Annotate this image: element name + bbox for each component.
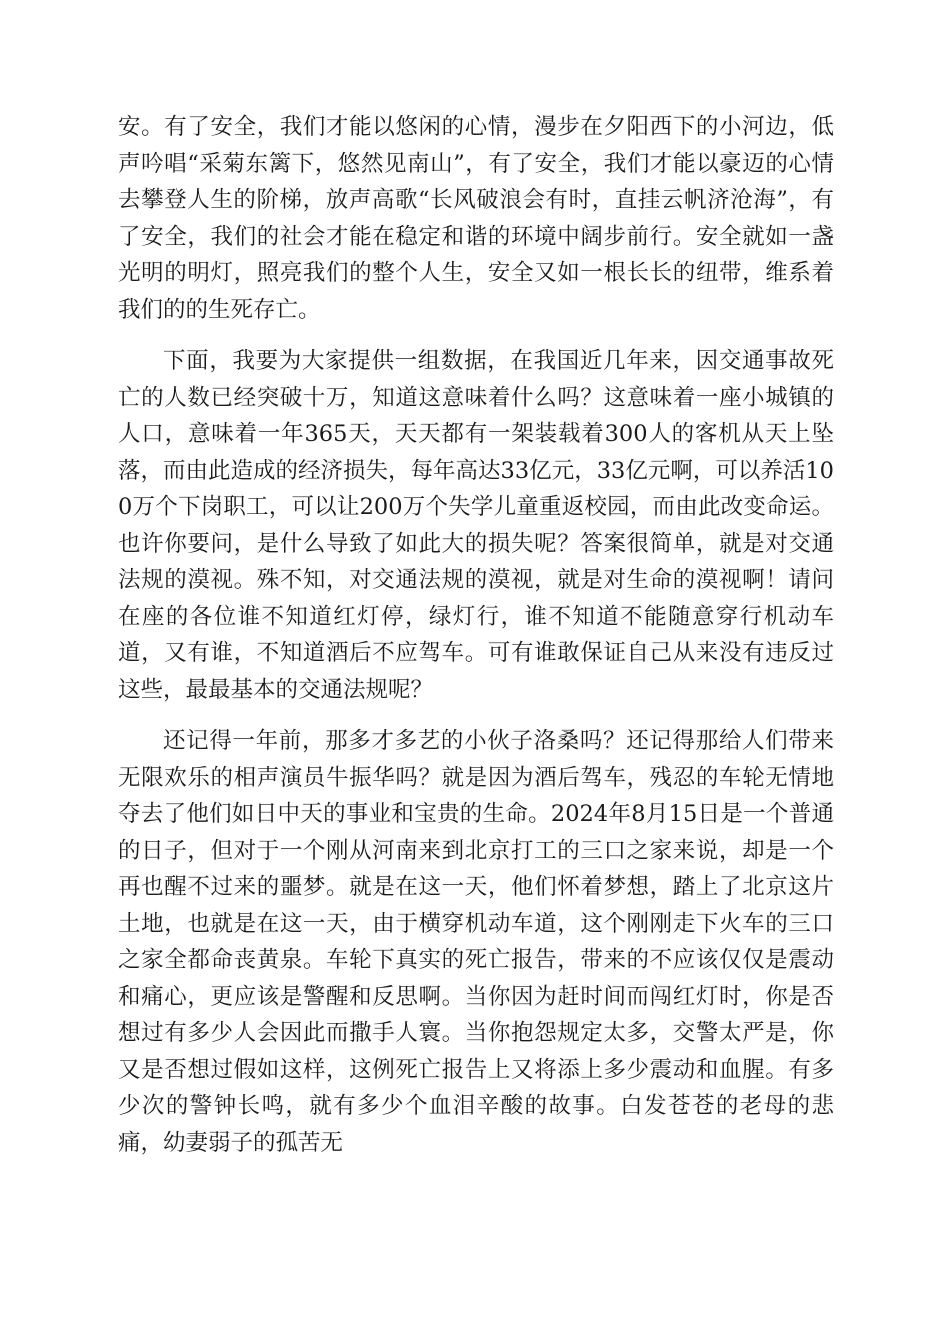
paragraph-3: 还记得一年前，那多才多艺的小伙子洛桑吗？还记得那给人们带来无限欢乐的相声演员牛振华吗？就是因为酒后驾车，残忍的车轮无情地夺去了他们如日中天的事业和宝贵的生命。2024年8月15日是一个普通的日子，但对于一个刚从河南来到北京打工的三口之家来说，却是一个再也醒不过来的噩梦。就是在这一天，他们怀着梦想，踏上了北京这片土地，也就是在这一天，由于横穿机动车道，这个刚刚走下火车的三口之家全都命丧黄泉。车轮下真实的死亡报告，带来的不应该仅仅是震动和痛心，更应该是警醒和反思啊。当你因为赶时间而闯红灯时，你是否想过有多少人会因此而撒手人寰。当你抱怨规定太多，交警太严是，你又是否想过假如这样，这例死亡报告上又将添上多少震动和血腥。有多少次的警钟长鸣，就有多少个血泪辛酸的故事。白发苍苍的老母的悲痛，幼妻弱子的孤苦无 [118,728,834,1156]
paragraph-2: 下面，我要为大家提供一组数据，在我国近几年来，因交通事故死亡的人数已经突破十万，知道这意味着什么吗？这意味着一座小城镇的人口，意味着一年365天，天天都有一架装载着300人的客机从天上坠落，而由此造成的经济损失，每年高达33亿元，33亿元啊，可以养活100万个下岗职工，可以让200万个失学儿童重返校园，而由此改变命运。也许你要问，是什么导致了如此大的损失呢？答案很简单，就是对交通法规的漠视。殊不知，对交通法规的漠视，就是对生命的漠视啊！请问在座的各位谁不知道红灯停，绿灯行，谁不知道不能随意穿行机动车道，又有谁，不知道酒后不应驾车。可有谁敢保证自己从来没有违反过这些，最最基本的交通法规呢？ [118,348,834,703]
document-body [118,109,834,1161]
paragraph-1: 安。有了安全，我们才能以悠闲的心情，漫步在夕阳西下的小河边，低声吟唱“采菊东篱下，悠然见南山”，有了安全，我们才能以豪迈的心情去攀登人生的阶梯，放声高歌“长风破浪会有时，直挂云帆济沧海”，有了安全，我们的社会才能在稳定和谐的环境中阔步前行。安全就如一盏光明的明灯，照亮我们的整个人生，安全又如一根长长的纽带，维系着我们的的生死存亡。 [118,114,834,323]
